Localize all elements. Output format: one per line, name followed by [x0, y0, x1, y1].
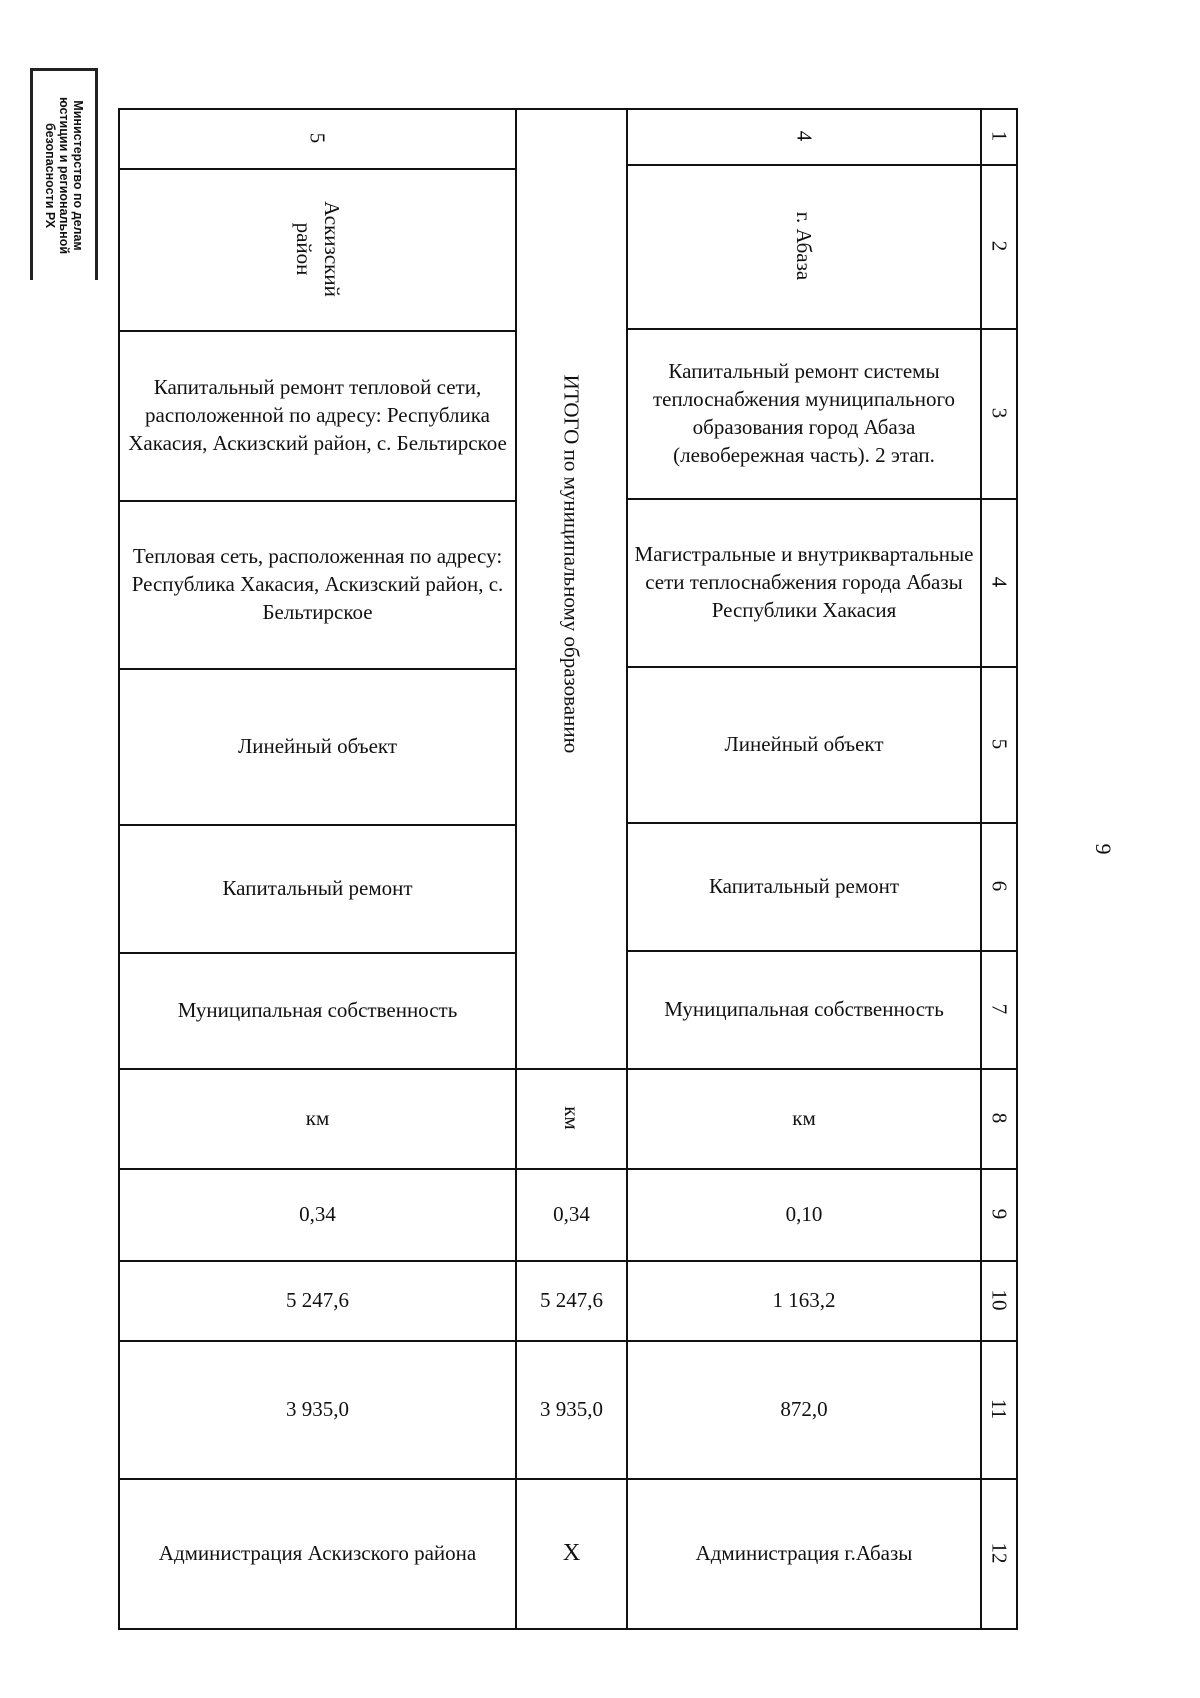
total-customer: Х — [562, 1540, 581, 1566]
col-num-1: 1 — [987, 130, 1011, 142]
askiz-capacity: 0,34 — [299, 1202, 336, 1226]
askiz-project: Капитальный ремонт тепловой сети, расположенной по адресу: Республика Хакасия, Аскизский район, с. Бельтирское — [128, 375, 507, 455]
abaza-customer: Администрация г.Абазы — [695, 1541, 913, 1565]
abaza-unit: км — [792, 1106, 816, 1130]
abaza-capacity: 0,10 — [785, 1202, 823, 1226]
col-num-6: 6 — [987, 880, 1011, 892]
askiz-cost-total: 5 247,6 — [286, 1288, 349, 1312]
col-num-4: 4 — [987, 576, 1011, 588]
askiz-object: Тепловая сеть, расположенная по адресу: Республика Хакасия, Аскизский район, с. Бельтирское — [131, 544, 504, 624]
stamp-line-1: Министерство по делам — [71, 100, 85, 251]
askiz-cost-subsidy: 3 935,0 — [286, 1397, 349, 1421]
abaza-object-type: Линейный объект — [724, 732, 884, 756]
askiz-customer: Администрация Аскизского района — [158, 1541, 477, 1565]
col-num-3: 3 — [987, 407, 1011, 419]
col-num-8: 8 — [987, 1112, 1011, 1124]
page-number: 9 — [1091, 843, 1116, 855]
askiz-municipality: Аскизский район — [291, 201, 344, 297]
askiz-work-type: Капитальный ремонт — [222, 876, 413, 900]
total-cost-total: 5 247,6 — [540, 1288, 603, 1312]
col-num-7: 7 — [987, 1003, 1011, 1015]
askiz-unit: км — [305, 1106, 330, 1130]
abaza-object: Магистральные и внутриквартальные сети теплоснабжения города Абазы Республики Хакасия — [634, 542, 974, 622]
askiz-ownership: Муниципальная собственность — [177, 998, 458, 1022]
abaza-project: Капитальный ремонт системы теплоснабжения муниципального образования город Абаза (левобережная часть). 2 этап. — [652, 359, 956, 467]
abaza-cost-subsidy: 872,0 — [780, 1397, 828, 1421]
stamp-line-3: безопасности РХ — [43, 122, 57, 229]
total-capacity: 0,34 — [553, 1202, 590, 1226]
col-num-2: 2 — [987, 240, 1011, 252]
col-num-12: 12 — [987, 1542, 1011, 1564]
abaza-work-type: Капитальный ремонт — [708, 874, 900, 898]
col-num-9: 9 — [987, 1208, 1011, 1220]
col-num-10: 10 — [987, 1289, 1011, 1311]
data-table — [118, 108, 1018, 1630]
abaza-row-number: 4 — [792, 130, 816, 142]
abaza-municipality: г. Абаза — [792, 211, 816, 281]
total-label: ИТОГО по муниципальному образованию — [559, 374, 584, 754]
total-unit: км — [559, 1106, 584, 1130]
abaza-cost-total: 1 163,2 — [772, 1288, 836, 1312]
abaza-ownership: Муниципальная собственность — [664, 997, 944, 1021]
stamp-line-2: юстиции и региональной — [57, 96, 71, 255]
askiz-object-type: Линейный объект — [237, 734, 398, 758]
registration-stamp — [30, 68, 98, 280]
total-cost-subsidy: 3 935,0 — [540, 1397, 603, 1421]
col-num-5: 5 — [987, 738, 1011, 750]
askiz-row-number: 5 — [305, 132, 330, 144]
col-num-11: 11 — [986, 1398, 1011, 1420]
